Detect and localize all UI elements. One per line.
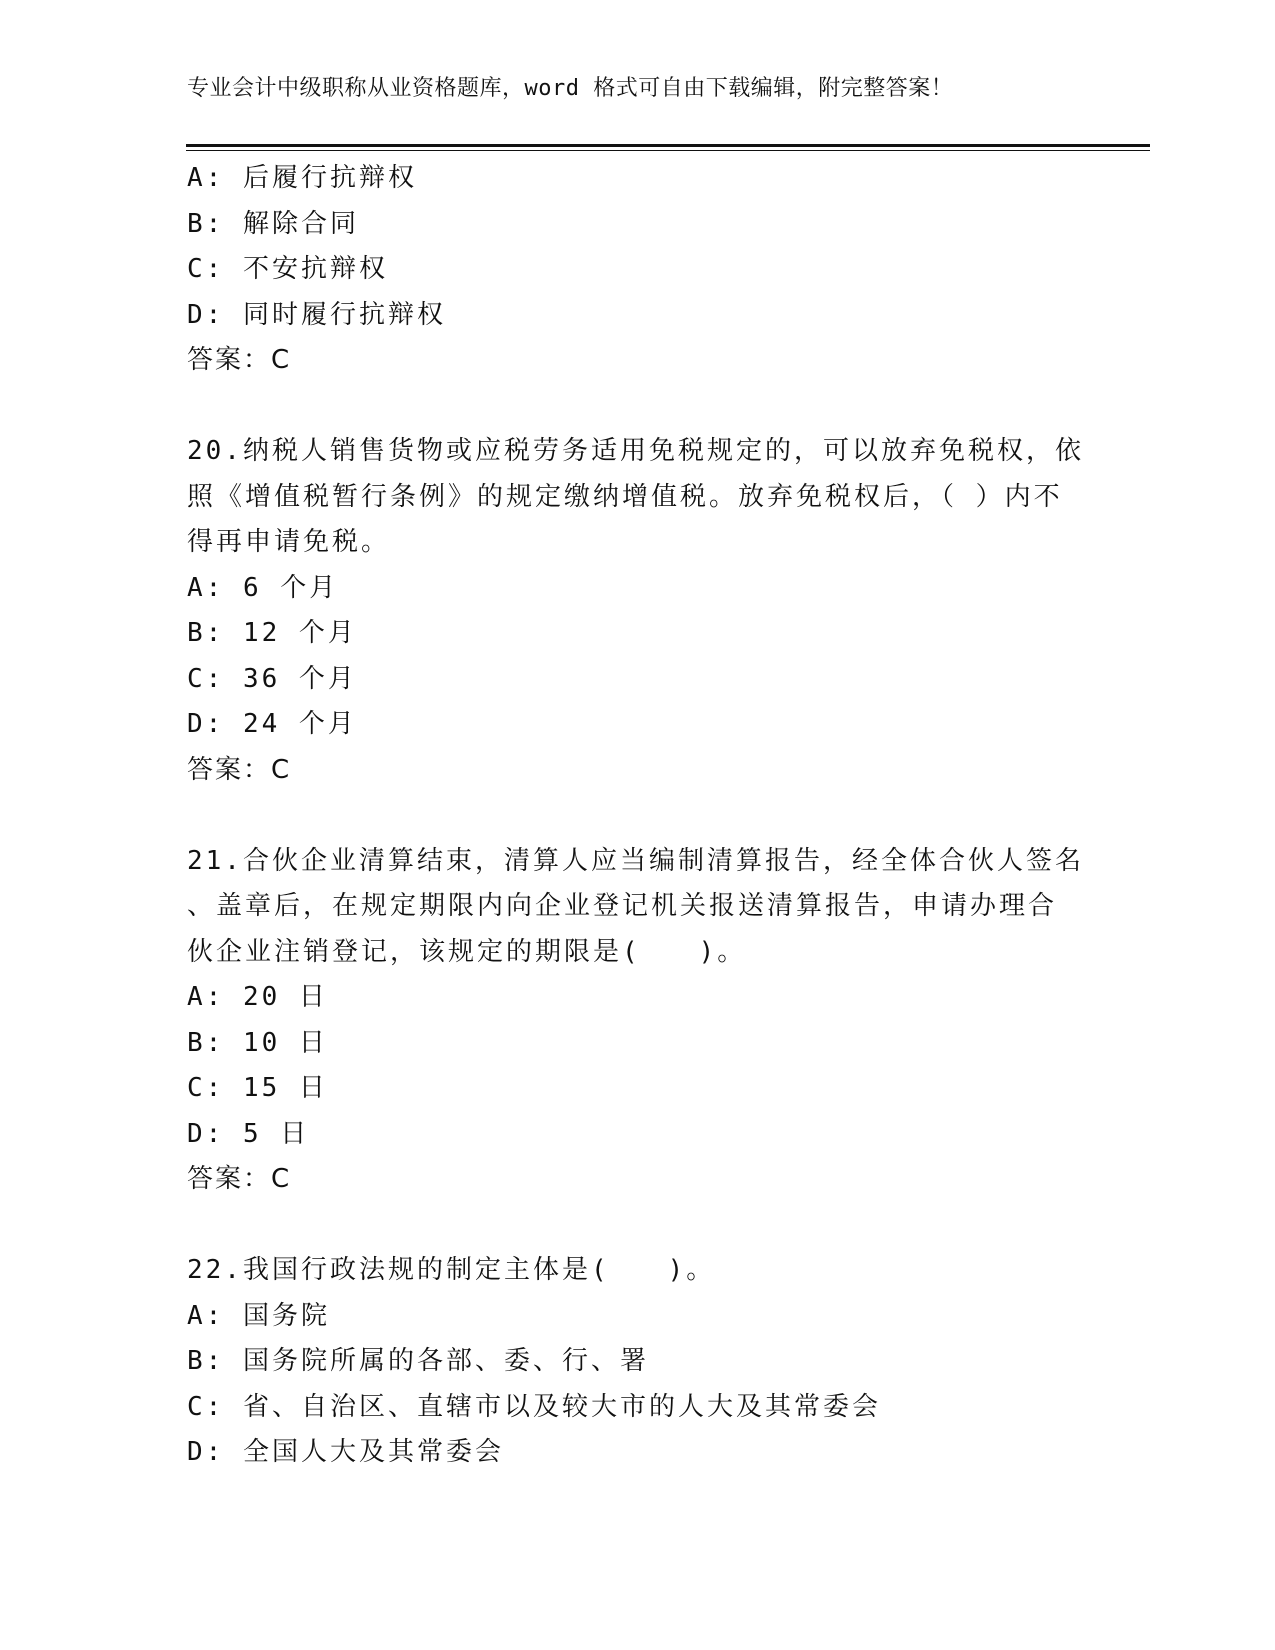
option-b: B: 12 个月 — [187, 618, 357, 648]
option-b: B: 解除合同 — [187, 208, 359, 239]
answer-line: 答案：C — [187, 345, 292, 375]
question-text-line: 、盖章后，在规定期限内向企业登记机关报送清算报告，申请办理合 — [187, 891, 1058, 921]
option-d: D: 全国人大及其常委会 — [187, 1437, 504, 1467]
option-b: B: 国务院所属的各部、委、行、署 — [187, 1346, 649, 1376]
question-text-line: 伙企业注销登记，该规定的期限是( )。 — [187, 936, 747, 967]
question-block-22 — [187, 1248, 1087, 1476]
question-text-line: 21.合伙企业清算结束，清算人应当编制清算报告，经全体合伙人签名 — [187, 845, 1084, 876]
option-a: A: 国务院 — [187, 1300, 330, 1331]
block-spacer — [187, 384, 1087, 430]
option-a: A: 6 个月 — [187, 572, 339, 603]
option-c: C: 不安抗辩权 — [187, 254, 388, 284]
option-a: A: 后履行抗辩权 — [187, 163, 417, 193]
option-c: C: 15 日 — [187, 1073, 328, 1103]
option-c: C: 36 个月 — [187, 663, 357, 694]
question-content — [187, 156, 1087, 1476]
block-spacer — [187, 1203, 1087, 1249]
option-d: D: 5 日 — [187, 1118, 310, 1149]
option-d: D: 同时履行抗辩权 — [187, 299, 446, 330]
answer-line: 答案：C — [187, 1164, 292, 1194]
header-rule-thick — [186, 144, 1150, 147]
question-block-20 — [187, 429, 1087, 793]
question-block-19 — [187, 156, 1087, 384]
option-a: A: 20 日 — [187, 982, 328, 1012]
question-text-line: 得再申请免税。 — [187, 527, 391, 557]
block-spacer — [187, 793, 1087, 839]
page-header: 专业会计中级职称从业资格题库，word 格式可自由下载编辑，附完整答案！ — [187, 76, 954, 101]
question-text-line: 22.我国行政法规的制定主体是( )。 — [187, 1255, 716, 1285]
question-block-21 — [187, 839, 1087, 1203]
question-text-line: 20.纳税人销售货物或应税劳务适用免税规定的，可以放弃免税权，依 — [187, 436, 1084, 466]
option-b: B: 10 日 — [187, 1027, 328, 1058]
header-rule-thin — [186, 150, 1150, 151]
option-d: D: 24 个月 — [187, 709, 357, 739]
answer-line: 答案：C — [187, 754, 292, 785]
option-c: C: 省、自治区、直辖市以及较大市的人大及其常委会 — [187, 1391, 881, 1422]
question-text-line: 照《增值税暂行条例》的规定缴纳增值税。放弃免税权后，（ ）内不 — [187, 481, 1063, 512]
